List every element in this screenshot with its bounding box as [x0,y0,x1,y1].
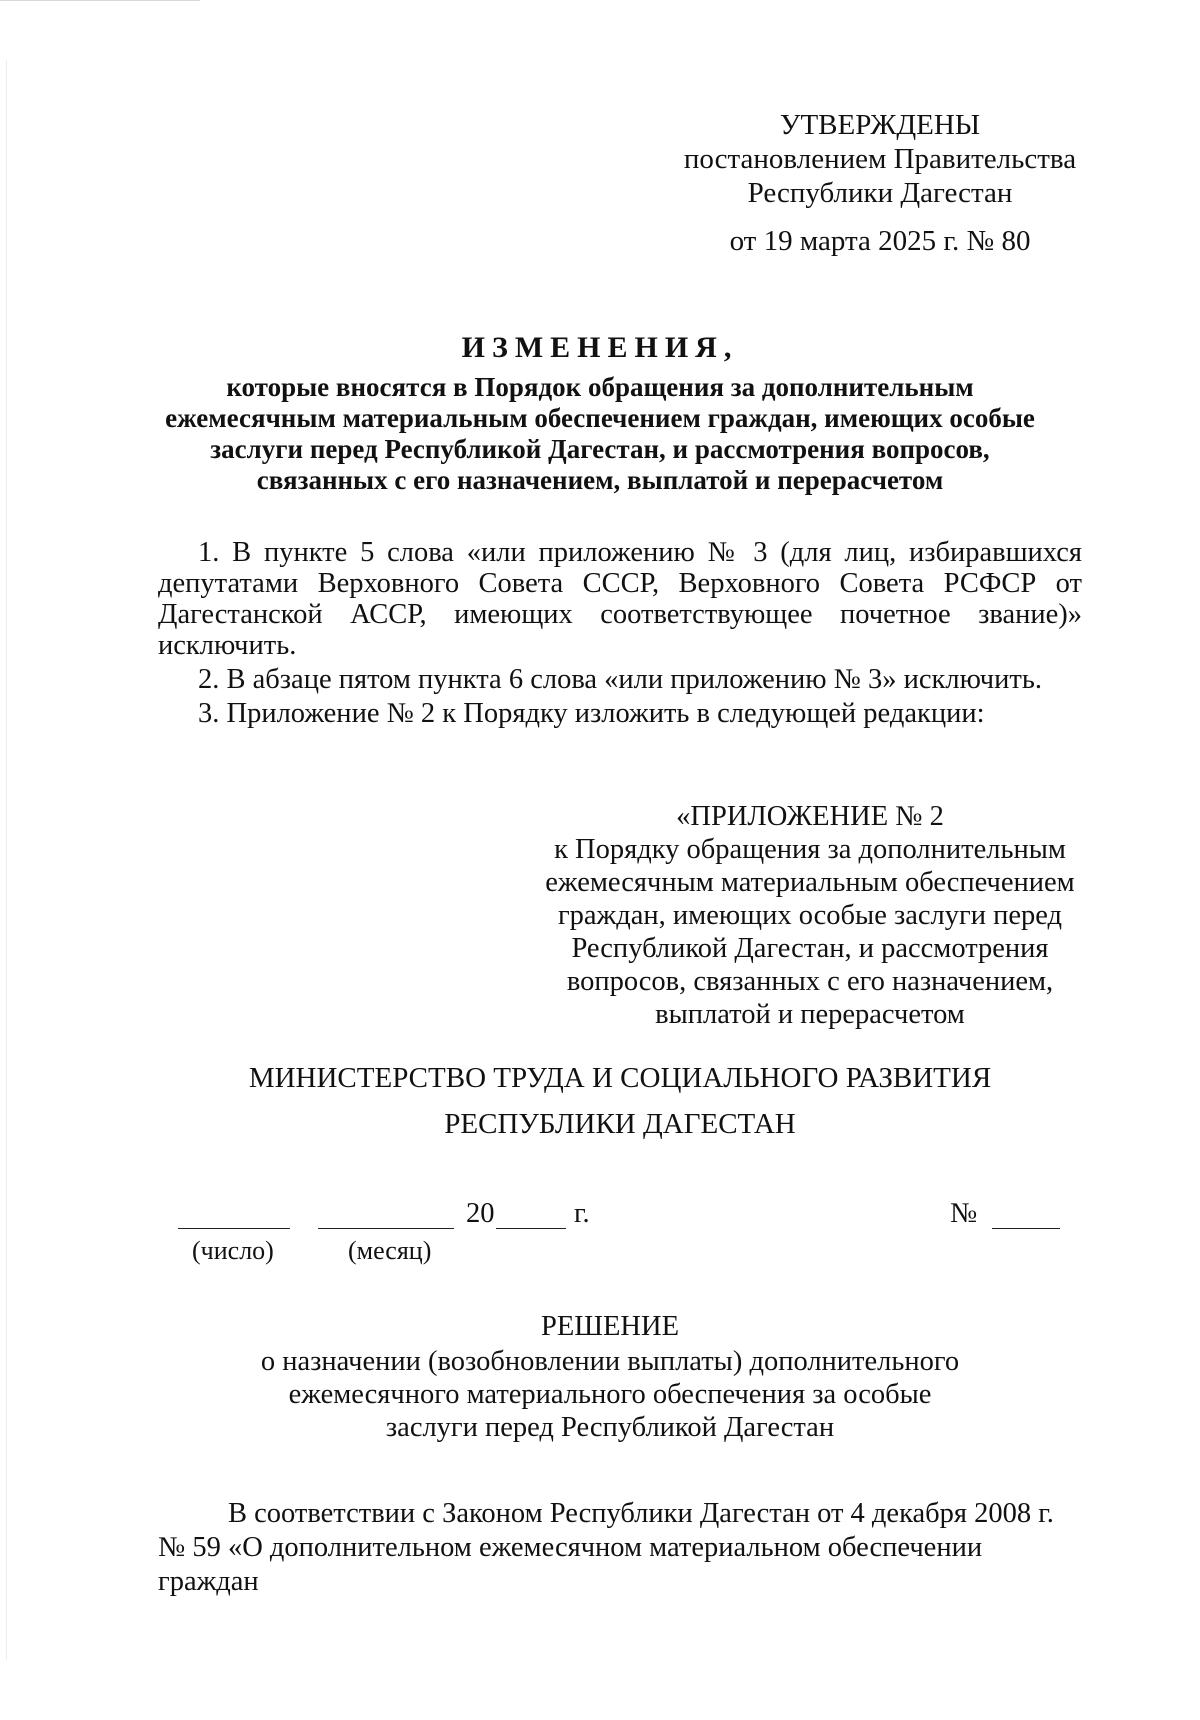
ministry-line-1: МИНИСТЕРСТВО ТРУДА И СОЦИАЛЬНОГО РАЗВИТИЯ [248,1062,992,1094]
day-label: (число) [192,1236,274,1265]
annex-line-1: к Порядку обращения за дополнительным [554,834,1066,865]
heading-subtitle-line-2: ежемесячным материальным обеспечением граждан, имеющих особые [165,403,1035,433]
date-number-row [0,1198,1200,1234]
approval-block [660,108,1100,258]
approval-line-2: Республики Дагестан [747,177,1013,209]
annex-line-5: вопросов, связанных с его назначением, [566,966,1054,997]
closing-paragraph [158,1497,1082,1599]
number-sign: № [950,1198,978,1229]
decision-line-3: заслуги перед Республикой Дагестан [385,1412,835,1443]
ministry-line-2: РЕСПУБЛИКИ ДАГЕСТАН [444,1108,796,1140]
heading-subtitle-line-3: заслуги перед Республикой Дагестан, и рассмотрения вопросов, [210,434,990,464]
changes-list [158,537,1082,729]
change-item-1: 1. В пункте 5 слова «или приложению № 3 (для лиц, избиравшихся депутатами Верховного Совета СССР, Верховного Совета РСФСР от Дагестанской АССР, имеющих соответствующее почетное звание)» исключить. [158,537,1082,661]
month-label: (месяц) [348,1236,432,1265]
annex-line-6: выплатой и перерасчетом [655,999,965,1030]
annex-line-3: граждан, имеющих особые заслуги перед [557,900,1063,931]
heading-title: ИЗМЕНЕНИЯ, [461,331,739,364]
decision-line-2: ежемесячного материального обеспечения за особые [288,1379,932,1410]
heading-subtitle-line-4: связанных с его назначением, выплатой и перерасчетом [256,465,944,495]
closing-line-1: В соответствии с Законом Республики Дагестан от 4 декабря 2008 г. [228,1498,1054,1529]
changes-heading [160,330,1040,496]
number-blank[interactable] [992,1198,1060,1229]
change-item-3: 3. Приложение № 2 к Порядку изложить в следующей редакции: [198,698,985,729]
annex-line-4: Республикой Дагестан, и рассмотрения [571,933,1049,964]
ministry-heading [160,1055,1080,1147]
annex-block [540,800,1080,1031]
day-blank[interactable] [178,1198,290,1229]
change-item-2: 2. В абзаце пятом пункта 6 слова «или приложению № 3» исключить. [198,664,1042,695]
decision-line-1: о назначении (возобновлении выплаты) дополнительного [260,1346,960,1377]
closing-line-2: № 59 «О дополнительном ежемесячном материальном обеспечении граждан [158,1532,983,1597]
decision-title: РЕШЕНИЕ [541,1311,679,1342]
month-blank[interactable] [318,1198,454,1229]
approval-title: УТВЕРЖДЕНЫ [779,109,981,141]
heading-subtitle-line-1: которые вносятся в Порядок обращения за дополнительным [226,372,974,402]
annex-line-2: ежемесячным материальным обеспечением [545,867,1075,898]
decision-block [180,1310,1040,1444]
annex-title: «ПРИЛОЖЕНИЕ № 2 [676,801,944,832]
scan-edge-top [0,0,200,1]
year-blank[interactable] [496,1198,566,1229]
year-prefix: 20 [466,1198,495,1229]
scan-edge-left [6,60,7,1660]
approval-date-number: от 19 марта 2025 г. № 80 [729,225,1031,257]
approval-line-1: постановлением Правительства [683,143,1077,175]
year-suffix: г. [574,1198,590,1229]
